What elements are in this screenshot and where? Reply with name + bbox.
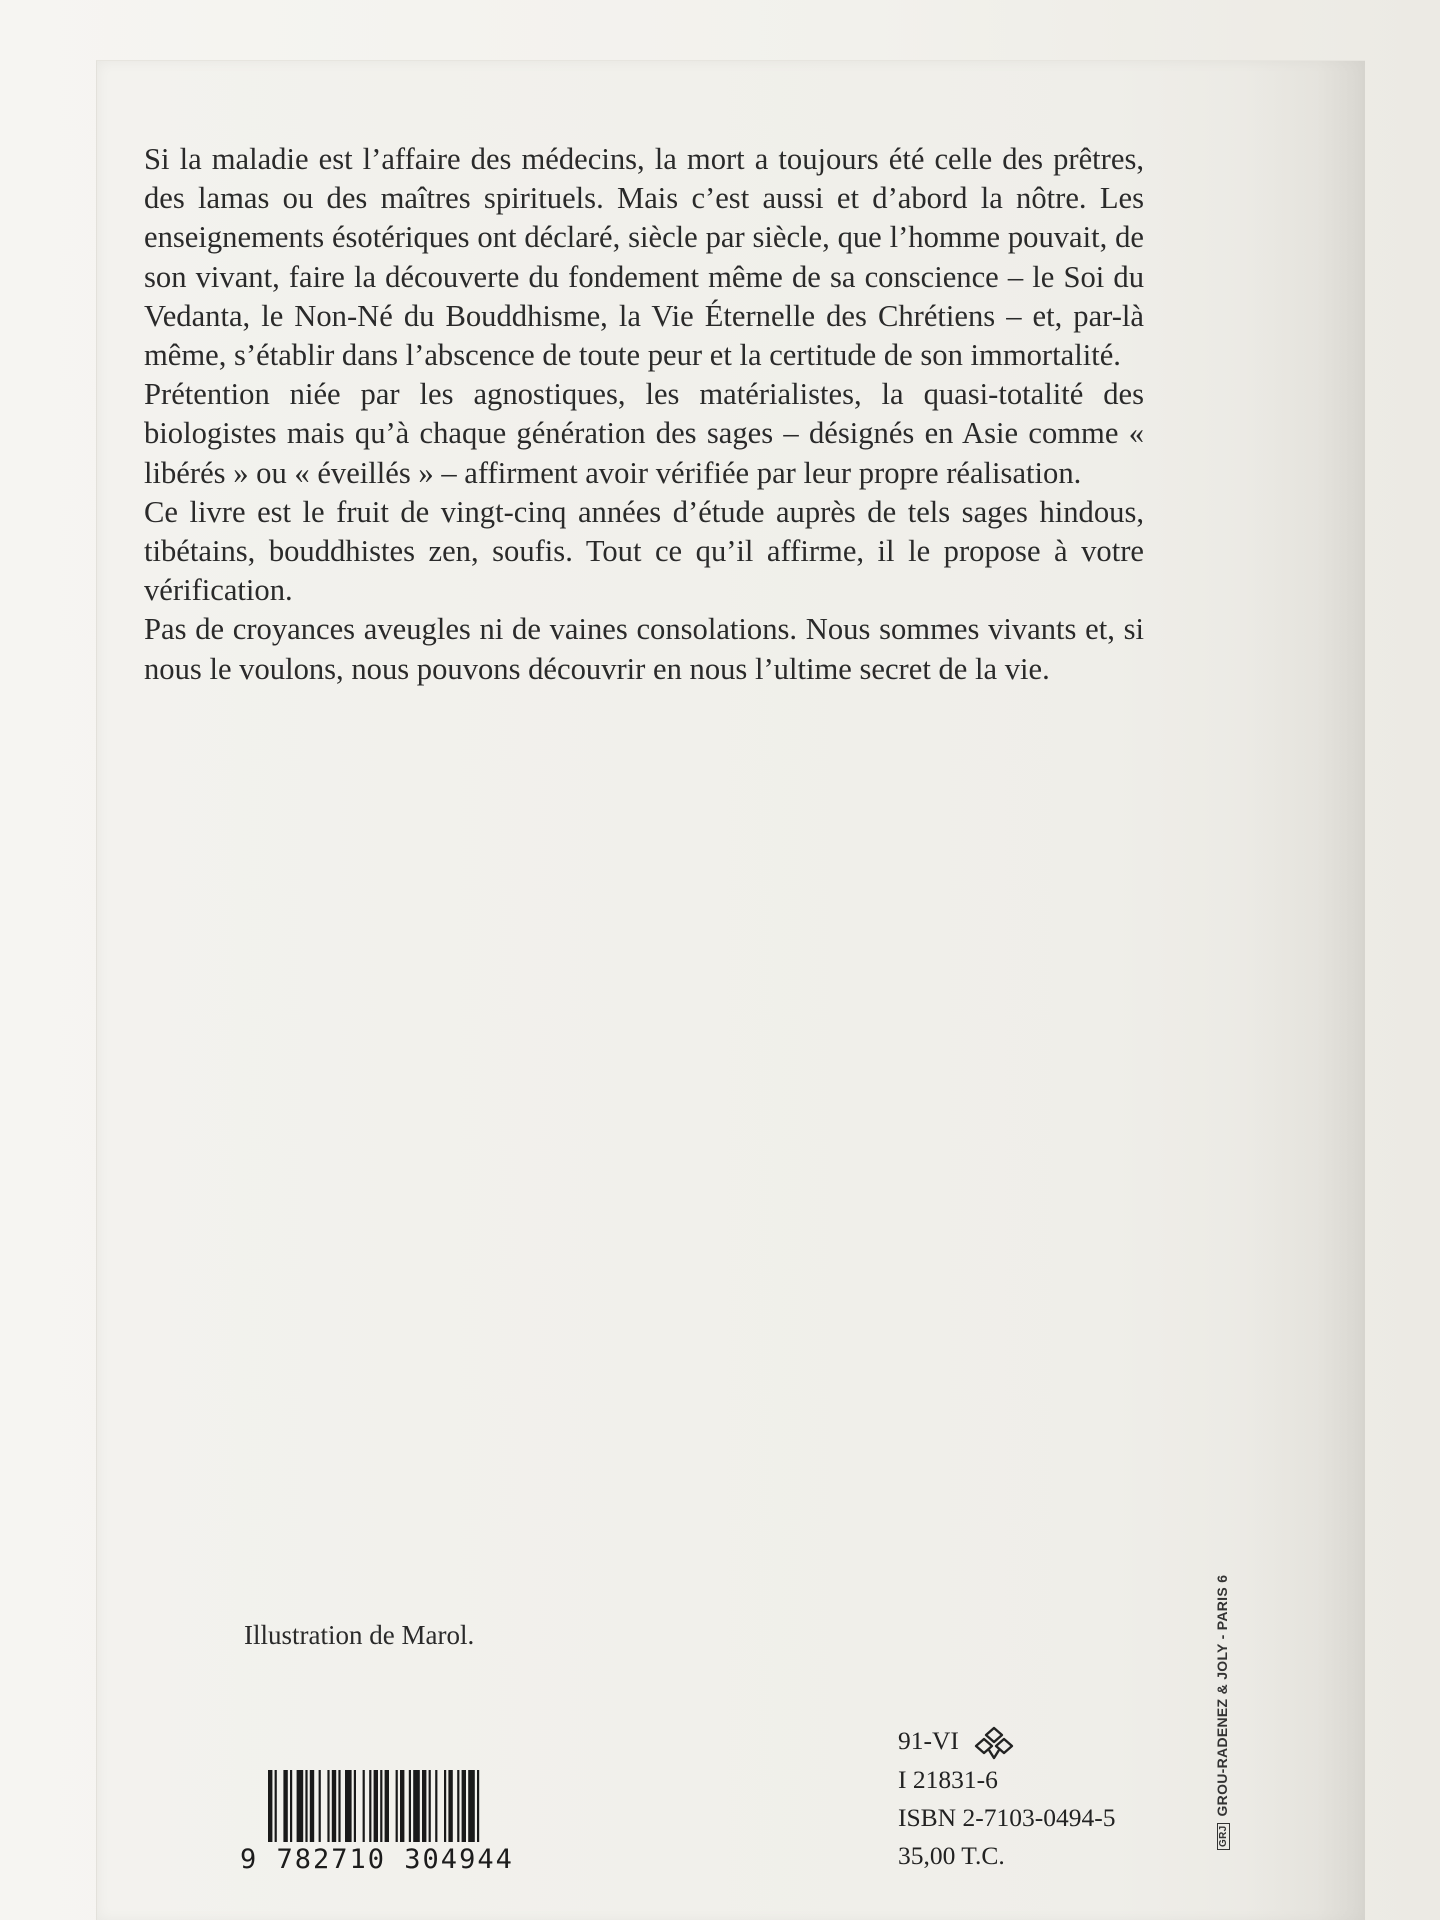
barcode-bar — [380, 1770, 382, 1842]
blurb-paragraph-2: Prétention niée par les agnostiques, les matérialistes, la quasi-totalité des biologistes mais qu’à chaque génération des sages – désignés en Asie comme « libérés » ou « éveillés » – affirment avoir vérifiée par leur propre réalisation. — [144, 377, 1144, 490]
barcode-bar — [422, 1770, 426, 1842]
illustration-credit: Illustration de Marol. — [244, 1620, 475, 1650]
printer-logo: GRJ — [1217, 1823, 1230, 1850]
barcode-bar — [374, 1770, 378, 1842]
barcode-bar — [338, 1770, 340, 1842]
barcode-bar — [457, 1770, 459, 1842]
barcode-bar — [290, 1770, 292, 1842]
catalog-line — [898, 1722, 1115, 1761]
barcode-bar — [400, 1770, 404, 1842]
barcode-bar — [429, 1770, 431, 1842]
blurb-paragraph-3: Ce livre est le fruit de vingt-cinq années d’étude auprès de tels sages hindous, tibétains, bouddhistes zen, soufis. Tout ce qu’il affirme, il le propose à votre vérification. — [144, 494, 1144, 608]
isbn: ISBN 2-7103-0494-5 — [898, 1803, 1116, 1833]
barcode-bar — [345, 1770, 352, 1842]
barcode-bar — [444, 1770, 446, 1842]
catalog-code: 91-VI — [898, 1726, 959, 1755]
back-cover-blurb — [144, 140, 1144, 689]
barcode-bars — [268, 1770, 564, 1842]
barcode-bar — [413, 1770, 420, 1842]
barcode-bar — [462, 1770, 466, 1842]
barcode-digits: 9 782710 304944 — [240, 1844, 514, 1875]
publisher-emblem-icon — [971, 1725, 1017, 1761]
barcode-bar — [297, 1770, 304, 1842]
barcode — [240, 1770, 580, 1880]
barcode-bar — [363, 1770, 365, 1842]
barcode-bar — [319, 1770, 321, 1842]
blurb-paragraph-4: Pas de croyances aveugles ni de vaines consolations. Nous sommes vivants et, si nous le voulons, nous pouvons découvrir en nous l’ultime secret de la vie. — [144, 612, 1144, 686]
barcode-bar — [268, 1770, 272, 1842]
barcode-bar — [275, 1770, 277, 1842]
barcode-bar — [396, 1770, 398, 1842]
barcode-bar — [327, 1770, 329, 1842]
barcode-bar — [435, 1770, 437, 1842]
barcode-bar — [305, 1770, 307, 1842]
barcode-bar — [332, 1770, 336, 1842]
barcode-bar — [283, 1770, 287, 1842]
barcode-bar — [354, 1770, 356, 1842]
barcode-bar — [369, 1770, 371, 1842]
bibliographic-info — [898, 1722, 1115, 1875]
barcode-bar — [477, 1770, 479, 1842]
printer-name: GROU-RADENEZ & JOLY - PARIS 6 — [1214, 1574, 1230, 1817]
barcode-bar — [409, 1770, 411, 1842]
reference-number: I 21831-6 — [898, 1765, 998, 1795]
barcode-bar — [448, 1770, 452, 1842]
blurb-paragraph-1: Si la maladie est l’affaire des médecins, la mort a toujours été celle des prêtres, des lamas ou des maîtres spirituels. Mais c’est aussi et d’abord la nôtre. Les enseignements ésotériques ont déclaré, siècle par siècle, que l’homme pouvait, de son vivant, faire la découverte du fondement même de sa conscience – le Soi du Vedanta, le Non-Né du Bouddhisme, la Vie Éternelle des Chrétiens – et, par-là même, s’établir dans l’abscence de toute peur et la certitude de son immortalité. — [144, 142, 1144, 373]
barcode-bar — [468, 1770, 475, 1842]
cover-edge-shadow — [1245, 61, 1365, 1920]
printer-imprint — [1214, 1575, 1230, 1850]
price: 35,00 T.C. — [898, 1841, 1005, 1871]
barcode-bar — [385, 1770, 389, 1842]
barcode-bar — [310, 1770, 314, 1842]
